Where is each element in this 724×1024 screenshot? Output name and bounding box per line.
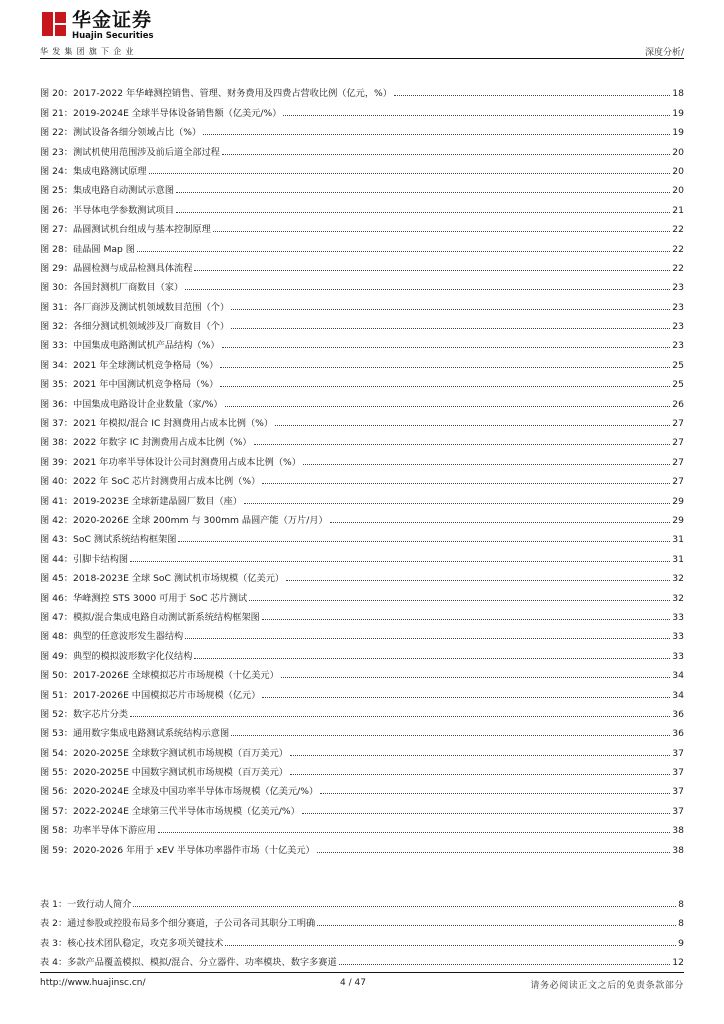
toc-entry-label: 图 46：华峰测控 STS 3000 可用于 SoC 芯片测试 — [40, 592, 248, 604]
dot-leader — [203, 134, 670, 135]
toc-entry-label: 图 28：硅晶圆 Map 图 — [40, 243, 135, 255]
toc-entry-label: 图 27：晶圆测试机台组成与基本控制原理 — [40, 224, 211, 236]
toc-figure-entry[interactable] — [40, 778, 684, 797]
dot-leader — [220, 367, 670, 368]
toc-entry-page: 25 — [672, 379, 684, 391]
toc-entry-page: 27 — [672, 456, 684, 468]
dot-leader — [225, 406, 671, 407]
toc-entry-page: 21 — [672, 204, 684, 216]
logo-chinese-name: 华金证券 — [72, 9, 153, 31]
dot-leader — [185, 289, 670, 290]
toc-entry-page: 29 — [672, 495, 684, 507]
dot-leader — [320, 793, 670, 794]
dot-leader — [254, 444, 671, 445]
document-type: 深度分析/ — [644, 48, 684, 58]
dot-leader — [137, 251, 670, 252]
toc-entry-page: 19 — [672, 127, 684, 139]
toc-figure-entry[interactable] — [40, 584, 684, 603]
toc-entry-label: 表 1：一致行动人简介 — [40, 899, 132, 911]
toc-figure-entry[interactable] — [40, 158, 684, 177]
logo-english-name: Huajin Securities — [72, 31, 154, 41]
toc-entry-page: 27 — [672, 476, 684, 488]
page-header — [0, 0, 724, 62]
toc-entry-page: 8 — [678, 918, 684, 930]
toc-entry-page: 22 — [672, 262, 684, 274]
toc-entry-page: 23 — [672, 321, 684, 333]
footer-divider — [40, 972, 684, 973]
toc-figure-entry[interactable] — [40, 487, 684, 506]
dot-leader — [330, 522, 671, 523]
toc-entry-page: 9 — [678, 937, 684, 949]
toc-entry-page: 36 — [672, 728, 684, 740]
toc-entry-label: 图 57：2022-2024E 全球第三代半导体市场规模（亿美元/%） — [40, 805, 300, 817]
dot-leader — [303, 464, 670, 465]
dot-leader — [225, 945, 676, 946]
toc-entry-label: 图 58：功率半导体下游应用 — [40, 825, 156, 837]
toc-figure-entry[interactable] — [40, 642, 684, 661]
toc-figure-entry[interactable] — [40, 80, 684, 99]
toc-entry-page: 37 — [672, 767, 684, 779]
toc-entry-label: 图 43：SoC 测试系统结构框架图 — [40, 534, 177, 546]
toc-entry-page: 31 — [672, 553, 684, 565]
dot-leader — [194, 658, 670, 659]
toc-entry-label: 图 53：通用数字集成电路测试系统结构示意图 — [40, 728, 230, 740]
dot-leader — [290, 774, 670, 775]
dot-leader — [194, 270, 670, 271]
dot-leader — [130, 716, 670, 717]
dot-leader — [149, 173, 671, 174]
toc-figure-entry[interactable] — [40, 177, 684, 196]
toc-figure-entry[interactable] — [40, 216, 684, 235]
toc-entry-label: 表 2：通过参股或控股布局多个细分赛道，子公司各司其职分工明确 — [40, 918, 316, 930]
page-footer — [0, 968, 724, 1008]
toc-figure-entry[interactable] — [40, 739, 684, 758]
footer-page-number: 4 / 47 — [340, 978, 366, 988]
toc-figure-entry[interactable] — [40, 817, 684, 836]
toc-figure-entry[interactable] — [40, 797, 684, 816]
toc-entry-label: 图 56：2020-2024E 全球及中国功率半导体市场规模（亿美元/%） — [40, 786, 319, 798]
dot-leader — [133, 906, 676, 907]
toc-entry-label: 图 32：各细分测试机领域涉及厂商数目（个） — [40, 321, 230, 333]
toc-table-entry[interactable] — [40, 910, 684, 929]
toc-entry-page: 20 — [672, 185, 684, 197]
toc-entry-label: 图 37：2021 年模拟/混合 IC 封测费用占成本比例（%） — [40, 418, 274, 430]
dot-leader — [176, 212, 670, 213]
toc-table-entry[interactable] — [40, 891, 684, 910]
dot-leader — [222, 347, 671, 348]
toc-figure-entry[interactable] — [40, 701, 684, 720]
toc-entry-page: 32 — [672, 592, 684, 604]
header-slogan: 华发集团旗下企业 — [40, 47, 138, 56]
dot-leader — [283, 115, 670, 116]
toc-figure-entry[interactable] — [40, 235, 684, 254]
toc-entry-label: 图 59：2020-2026 年用于 xEV 半导体功率器件市场（十亿美元） — [40, 844, 315, 856]
toc-entry-label: 图 25：集成电路自动测试示意图 — [40, 185, 175, 197]
dot-leader — [317, 925, 676, 926]
table-of-contents — [40, 80, 684, 968]
toc-entry-page: 23 — [672, 301, 684, 313]
footer-website-link[interactable]: http://www.huajinsc.cn/ — [40, 978, 146, 988]
table-list — [40, 891, 684, 969]
toc-entry-page: 19 — [672, 107, 684, 119]
toc-entry-page: 37 — [672, 805, 684, 817]
toc-entry-label: 图 40：2022 年 SoC 芯片封测费用占成本比例（%） — [40, 476, 261, 488]
huajin-logo-icon — [40, 10, 68, 38]
dot-leader — [178, 541, 670, 542]
toc-figure-entry[interactable] — [40, 274, 684, 293]
company-logo — [40, 10, 164, 44]
toc-figure-entry[interactable] — [40, 565, 684, 584]
toc-entry-label: 图 50：2017-2026E 全球模拟芯片市场规模（十亿美元） — [40, 670, 279, 682]
toc-entry-label: 图 47：模拟/混合集成电路自动测试新系统结构框架图 — [40, 611, 260, 623]
toc-entry-page: 27 — [672, 437, 684, 449]
toc-figure-entry[interactable] — [40, 138, 684, 157]
toc-figure-entry[interactable] — [40, 759, 684, 778]
toc-entry-label: 图 44：引脚卡结构图 — [40, 553, 129, 565]
toc-entry-page: 25 — [672, 359, 684, 371]
toc-figure-entry[interactable] — [40, 410, 684, 429]
toc-entry-label: 图 41：2019-2023E 全球新建晶圆厂数目（座） — [40, 495, 243, 507]
toc-entry-label: 图 38：2022 年数字 IC 封测费用占成本比例（%） — [40, 437, 252, 449]
toc-figure-entry[interactable] — [40, 836, 684, 855]
toc-entry-page: 37 — [672, 786, 684, 798]
dot-leader — [231, 309, 670, 310]
dot-leader — [176, 192, 670, 193]
toc-entry-page: 20 — [672, 165, 684, 177]
toc-entry-page: 27 — [672, 418, 684, 430]
dot-leader — [220, 386, 670, 387]
dot-leader — [262, 483, 670, 484]
toc-entry-page: 37 — [672, 747, 684, 759]
toc-entry-page: 8 — [678, 899, 684, 911]
figure-list — [40, 80, 684, 856]
toc-figure-entry[interactable] — [40, 545, 684, 564]
dot-leader — [231, 328, 670, 329]
toc-entry-page: 29 — [672, 514, 684, 526]
dot-leader — [262, 697, 670, 698]
dot-leader — [281, 677, 671, 678]
toc-figure-entry[interactable] — [40, 623, 684, 642]
toc-entry-label: 图 52：数字芯片分类 — [40, 708, 129, 720]
toc-figure-entry[interactable] — [40, 255, 684, 274]
toc-entry-page: 22 — [672, 224, 684, 236]
toc-figure-entry[interactable] — [40, 99, 684, 118]
toc-figure-entry[interactable] — [40, 429, 684, 448]
toc-entry-page: 18 — [672, 88, 684, 100]
toc-entry-label: 表 4：多款产品覆盖模拟、模拟/混合、分立器件、功率模块、数字多赛道 — [40, 957, 337, 969]
toc-entry-label: 图 55：2020-2025E 中国数字测试机市场规模（百万美元） — [40, 767, 288, 779]
section-gap — [40, 856, 684, 891]
toc-entry-page: 22 — [672, 243, 684, 255]
toc-figure-entry[interactable] — [40, 390, 684, 409]
toc-entry-page: 34 — [672, 689, 684, 701]
toc-entry-page: 31 — [672, 534, 684, 546]
toc-entry-page: 20 — [672, 146, 684, 158]
toc-figure-entry[interactable] — [40, 119, 684, 138]
toc-figure-entry[interactable] — [40, 720, 684, 739]
toc-entry-label: 图 26：半导体电学参数测试项目 — [40, 204, 175, 216]
toc-entry-label: 表 3：核心技术团队稳定，攻克多项关键技术 — [40, 937, 224, 949]
dot-leader — [222, 154, 670, 155]
toc-table-entry[interactable] — [40, 949, 684, 968]
toc-entry-label: 图 51：2017-2026E 中国模拟芯片市场规模（亿元） — [40, 689, 261, 701]
dot-leader — [275, 425, 670, 426]
toc-entry-page: 36 — [672, 708, 684, 720]
toc-entry-label: 图 36：中国集成电路设计企业数量（家/%） — [40, 398, 223, 410]
toc-entry-label: 图 20：2017-2022 年华峰测控销售、管理、财务费用及四费占营收比例（亿元，%） — [40, 88, 392, 100]
dot-leader — [231, 735, 670, 736]
dot-leader — [286, 580, 670, 581]
toc-entry-page: 33 — [672, 650, 684, 662]
toc-entry-label: 图 42：2020-2026E 全球 200mm 与 300mm 晶圆产能（万片/月） — [40, 514, 328, 526]
toc-figure-entry[interactable] — [40, 371, 684, 390]
toc-figure-entry[interactable] — [40, 468, 684, 487]
toc-entry-page: 12 — [672, 957, 684, 969]
toc-entry-label: 图 31：各厂商涉及测试机领域数目范围（个） — [40, 301, 230, 313]
toc-figure-entry[interactable] — [40, 351, 684, 370]
toc-entry-page: 38 — [672, 825, 684, 837]
toc-entry-label: 图 30：各国封测机厂商数目（家） — [40, 282, 184, 294]
toc-entry-label: 图 22：测试设备各细分领域占比（%） — [40, 127, 202, 139]
toc-entry-page: 38 — [672, 844, 684, 856]
dot-leader — [317, 852, 671, 853]
toc-figure-entry[interactable] — [40, 448, 684, 467]
toc-figure-entry[interactable] — [40, 507, 684, 526]
toc-figure-entry[interactable] — [40, 681, 684, 700]
dot-leader — [249, 600, 670, 601]
toc-figure-entry[interactable] — [40, 662, 684, 681]
toc-entry-page: 32 — [672, 573, 684, 585]
dot-leader — [185, 638, 670, 639]
toc-figure-entry[interactable] — [40, 604, 684, 623]
toc-entry-page: 26 — [672, 398, 684, 410]
toc-entry-label: 图 54：2020-2025E 全球数字测试机市场规模（百万美元） — [40, 747, 288, 759]
toc-entry-page: 33 — [672, 611, 684, 623]
toc-entry-label: 图 21：2019-2024E 全球半导体设备销售额（亿美元/%） — [40, 107, 282, 119]
toc-entry-label: 图 24：集成电路测试原理 — [40, 165, 147, 177]
header-divider — [40, 58, 684, 59]
toc-figure-entry[interactable] — [40, 526, 684, 545]
toc-entry-label: 图 45：2018-2023E 全球 SoC 测试机市场规模（亿美元） — [40, 573, 285, 585]
toc-entry-page: 34 — [672, 670, 684, 682]
toc-table-entry[interactable] — [40, 929, 684, 948]
toc-entry-page: 23 — [672, 282, 684, 294]
toc-entry-label: 图 33：中国集成电路测试机产品结构（%） — [40, 340, 220, 352]
toc-figure-entry[interactable] — [40, 196, 684, 215]
dot-leader — [302, 813, 670, 814]
dot-leader — [290, 755, 670, 756]
toc-entry-label: 图 35：2021 年中国测试机竞争格局（%） — [40, 379, 219, 391]
toc-entry-label: 图 29：晶圆检测与成品检测具体流程 — [40, 262, 193, 274]
dot-leader — [158, 832, 671, 833]
dot-leader — [130, 561, 670, 562]
toc-figure-entry[interactable] — [40, 332, 684, 351]
toc-entry-label: 图 48：典型的任意波形发生器结构 — [40, 631, 184, 643]
toc-entry-page: 23 — [672, 340, 684, 352]
dot-leader — [213, 231, 670, 232]
footer-disclaimer: 请务必阅读正文之后的免责条款部分 — [530, 981, 684, 991]
dot-leader — [394, 95, 670, 96]
toc-entry-label: 图 49：典型的模拟波形数字化仪结构 — [40, 650, 193, 662]
toc-figure-entry[interactable] — [40, 313, 684, 332]
toc-entry-page: 33 — [672, 631, 684, 643]
dot-leader — [339, 964, 671, 965]
dot-leader — [262, 619, 670, 620]
toc-figure-entry[interactable] — [40, 293, 684, 312]
dot-leader — [244, 503, 670, 504]
toc-entry-label: 图 34：2021 年全球测试机竞争格局（%） — [40, 359, 219, 371]
toc-entry-label: 图 39：2021 年功率半导体设计公司封测费用占成本比例（%） — [40, 456, 301, 468]
toc-entry-label: 图 23：测试机使用范围涉及前后道全部过程 — [40, 146, 220, 158]
